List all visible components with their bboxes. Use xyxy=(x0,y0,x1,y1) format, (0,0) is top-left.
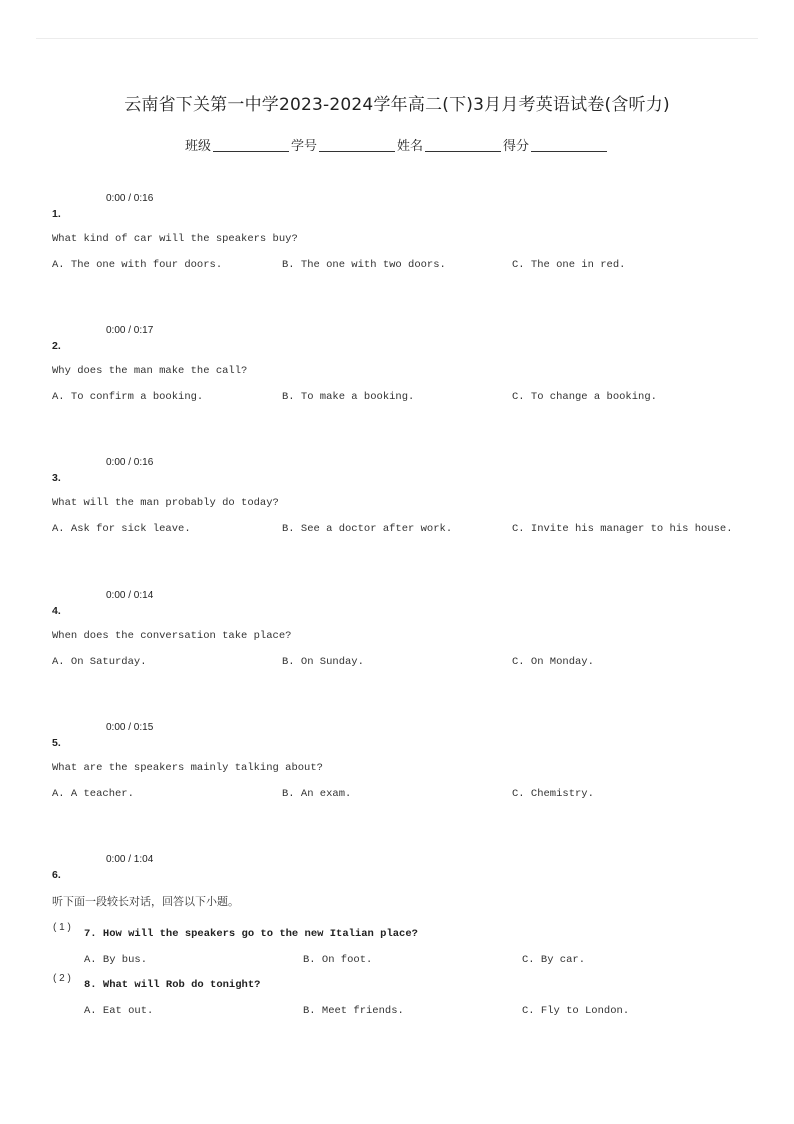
audio-player-time[interactable]: 0:00 / 0:17 xyxy=(106,325,154,336)
question-stem: When does the conversation take place? xyxy=(52,630,292,642)
sub-option-a[interactable]: A. Eat out. xyxy=(84,1005,154,1017)
sub-option-c[interactable]: C. By car. xyxy=(522,954,586,966)
question-number: 3. xyxy=(52,472,61,484)
audio-player-time[interactable]: 0:00 / 1:04 xyxy=(106,854,154,865)
option-a[interactable]: A. On Saturday. xyxy=(52,656,147,668)
option-b[interactable]: B. See a doctor after work. xyxy=(282,523,453,535)
question-stem: Why does the man make the call? xyxy=(52,365,248,377)
question-number: 4. xyxy=(52,605,61,617)
question-stem: What will the man probably do today? xyxy=(52,497,279,509)
option-c[interactable]: C. Chemistry. xyxy=(512,788,594,800)
option-c[interactable]: C. Invite his manager to his house. xyxy=(512,523,733,535)
option-c[interactable]: C. To change a booking. xyxy=(512,391,657,403)
sub-question-stem: 8. What will Rob do tonight? xyxy=(84,979,261,991)
audio-player-time[interactable]: 0:00 / 0:15 xyxy=(106,722,154,733)
option-a[interactable]: A. The one with four doors. xyxy=(52,259,223,271)
option-a[interactable]: A. Ask for sick leave. xyxy=(52,523,191,535)
score-field: 得分 xyxy=(503,135,609,154)
student-info-line xyxy=(0,135,794,154)
student-id-blank[interactable] xyxy=(319,151,395,152)
sub-option-b[interactable]: B. Meet friends. xyxy=(303,1005,404,1017)
option-a[interactable]: A. A teacher. xyxy=(52,788,134,800)
audio-player-time[interactable]: 0:00 / 0:16 xyxy=(106,193,154,204)
score-blank[interactable] xyxy=(531,151,607,152)
sub-question-marker: ( 1 ) xyxy=(53,922,71,933)
question-stem: What kind of car will the speakers buy? xyxy=(52,233,298,245)
option-a[interactable]: A. To confirm a booking. xyxy=(52,391,204,403)
name-field: 姓名 xyxy=(397,135,503,154)
option-b[interactable]: B. On Sunday. xyxy=(282,656,364,668)
question-number: 6. xyxy=(52,869,61,881)
audio-player-time[interactable]: 0:00 / 0:16 xyxy=(106,457,154,468)
option-b[interactable]: B. To make a booking. xyxy=(282,391,415,403)
question-number: 5. xyxy=(52,737,61,749)
option-c[interactable]: C. The one in red. xyxy=(512,259,626,271)
question-number: 1. xyxy=(52,208,61,220)
top-divider xyxy=(36,38,758,39)
audio-player-time[interactable]: 0:00 / 0:14 xyxy=(106,590,154,601)
class-field: 班级 xyxy=(185,135,291,154)
page-title: 云南省下关第一中学2023-2024学年高二(下)3月月考英语试卷(含听力) xyxy=(124,95,670,115)
option-c[interactable]: C. On Monday. xyxy=(512,656,594,668)
option-b[interactable]: B. The one with two doors. xyxy=(282,259,446,271)
sub-option-c[interactable]: C. Fly to London. xyxy=(522,1005,630,1017)
sub-option-a[interactable]: A. By bus. xyxy=(84,954,148,966)
sub-question-stem: 7. How will the speakers go to the new Italian place? xyxy=(84,928,418,940)
question-stem: What are the speakers mainly talking about? xyxy=(52,762,323,774)
option-b[interactable]: B. An exam. xyxy=(282,788,352,800)
class-blank[interactable] xyxy=(213,151,289,152)
sub-question-marker: ( 2 ) xyxy=(53,973,71,984)
sub-option-b[interactable]: B. On foot. xyxy=(303,954,373,966)
question-number: 2. xyxy=(52,340,61,352)
student-id-field: 学号 xyxy=(291,135,397,154)
question-stem: 听下面一段较长对话，回答以下小题。 xyxy=(52,895,239,908)
name-blank[interactable] xyxy=(425,151,501,152)
